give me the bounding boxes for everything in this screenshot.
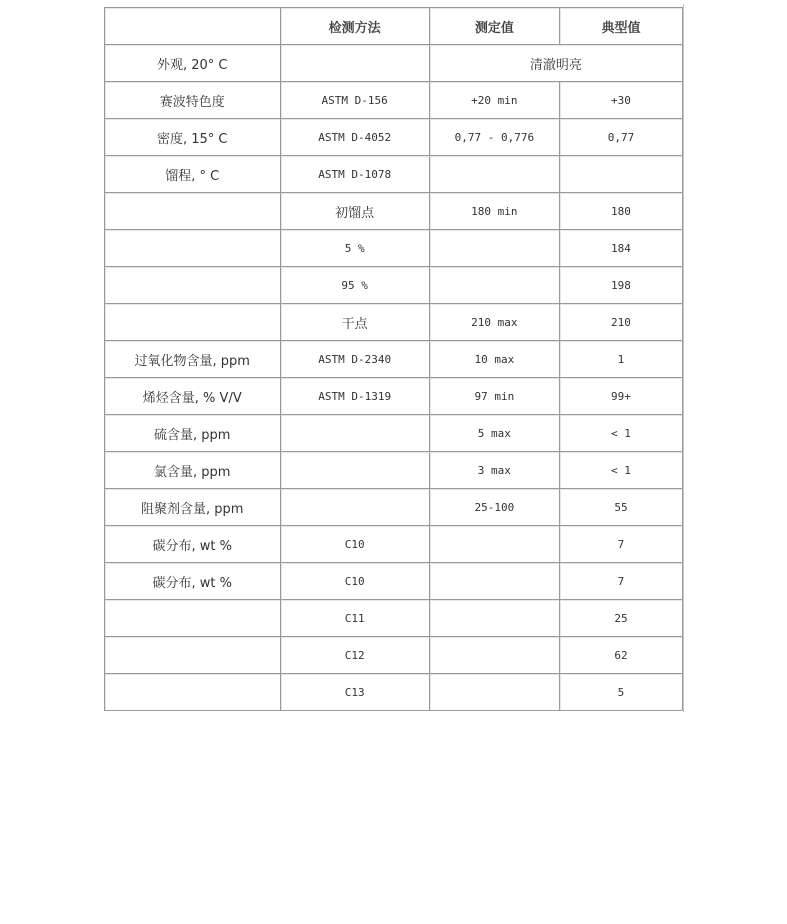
cell-typical: < 1 (560, 415, 683, 452)
cell-method: ASTM D-156 (281, 82, 430, 119)
cell-typical: < 1 (560, 452, 683, 489)
cell-property (105, 674, 281, 711)
header-measured: 测定值 (430, 8, 560, 45)
cell-property (105, 304, 281, 341)
cell-measured (430, 637, 560, 674)
cell-method (281, 489, 430, 526)
cell-measured: 25-100 (430, 489, 560, 526)
cell-method (281, 415, 430, 452)
cell-method: 95 % (281, 267, 430, 304)
table-row (105, 600, 683, 637)
table-row (105, 526, 683, 563)
cell-property: 馏程, ° C (105, 156, 281, 193)
cell-method: C11 (281, 600, 430, 637)
cell-property: 碳分布, wt % (105, 563, 281, 600)
header-method: 检测方法 (281, 8, 430, 45)
cell-measured (430, 526, 560, 563)
table-row (105, 267, 683, 304)
cell-method (281, 45, 430, 82)
table-right-edge (683, 4, 684, 712)
cell-property (105, 193, 281, 230)
cell-appearance-value: 清澈明亮 (430, 45, 683, 82)
cell-property (105, 600, 281, 637)
cell-method: C10 (281, 563, 430, 600)
appearance-row (105, 45, 683, 82)
cell-typical: 210 (560, 304, 683, 341)
cell-typical: 7 (560, 526, 683, 563)
cell-measured: 5 max (430, 415, 560, 452)
cell-method: 干点 (281, 304, 430, 341)
header-typical: 典型值 (560, 8, 683, 45)
cell-method (281, 452, 430, 489)
cell-property (105, 230, 281, 267)
cell-typical: 55 (560, 489, 683, 526)
table-row (105, 378, 683, 415)
cell-property: 硫含量, ppm (105, 415, 281, 452)
cell-property: 烯烃含量, % V/V (105, 378, 281, 415)
cell-method: ASTM D-1078 (281, 156, 430, 193)
cell-property: 碳分布, wt % (105, 526, 281, 563)
cell-method: 初馏点 (281, 193, 430, 230)
table-row (105, 415, 683, 452)
table-row (105, 304, 683, 341)
cell-typical: 180 (560, 193, 683, 230)
table-row (105, 230, 683, 267)
cell-property: 过氧化物含量, ppm (105, 341, 281, 378)
cell-measured (430, 563, 560, 600)
cell-property: 阻聚剂含量, ppm (105, 489, 281, 526)
cell-property: 氯含量, ppm (105, 452, 281, 489)
cell-measured: 3 max (430, 452, 560, 489)
cell-method: 5 % (281, 230, 430, 267)
cell-typical: 1 (560, 341, 683, 378)
cell-typical: +30 (560, 82, 683, 119)
cell-measured: 0,77 - 0,776 (430, 119, 560, 156)
cell-typical: 62 (560, 637, 683, 674)
table-row (105, 674, 683, 711)
cell-measured: 10 max (430, 341, 560, 378)
table-row (105, 637, 683, 674)
cell-method: ASTM D-4052 (281, 119, 430, 156)
cell-typical: 198 (560, 267, 683, 304)
cell-measured (430, 156, 560, 193)
header-property (105, 8, 281, 45)
table-row (105, 119, 683, 156)
cell-typical: 7 (560, 563, 683, 600)
cell-property (105, 267, 281, 304)
cell-typical: 99+ (560, 378, 683, 415)
cell-property (105, 637, 281, 674)
cell-method: ASTM D-2340 (281, 341, 430, 378)
cell-measured (430, 267, 560, 304)
specification-table (104, 7, 683, 711)
cell-measured: 210 max (430, 304, 560, 341)
table-row (105, 563, 683, 600)
cell-measured (430, 674, 560, 711)
cell-typical: 5 (560, 674, 683, 711)
cell-property: 外观, 20° C (105, 45, 281, 82)
table-header-row (105, 8, 683, 45)
cell-method: C13 (281, 674, 430, 711)
cell-typical (560, 156, 683, 193)
table-row (105, 341, 683, 378)
table-row (105, 452, 683, 489)
cell-property: 赛波特色度 (105, 82, 281, 119)
cell-typical: 25 (560, 600, 683, 637)
cell-method: C12 (281, 637, 430, 674)
cell-measured: +20 min (430, 82, 560, 119)
cell-typical: 184 (560, 230, 683, 267)
table-row (105, 193, 683, 230)
cell-measured (430, 230, 560, 267)
cell-method: C10 (281, 526, 430, 563)
table-row (105, 156, 683, 193)
cell-measured: 97 min (430, 378, 560, 415)
cell-method: ASTM D-1319 (281, 378, 430, 415)
cell-property: 密度, 15° C (105, 119, 281, 156)
table-row (105, 82, 683, 119)
cell-measured: 180 min (430, 193, 560, 230)
cell-measured (430, 600, 560, 637)
cell-typical: 0,77 (560, 119, 683, 156)
table-row (105, 489, 683, 526)
